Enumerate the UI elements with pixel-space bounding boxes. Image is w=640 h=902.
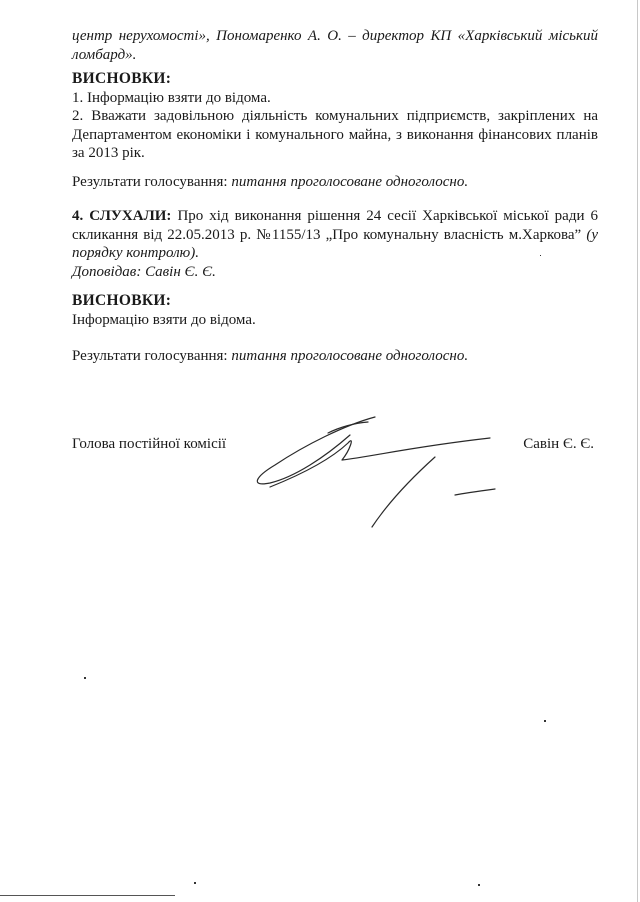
agenda-item-4 <box>72 207 598 281</box>
scan-speck <box>540 255 541 256</box>
continuation-paragraph <box>72 27 598 64</box>
item-text: Про хід виконання рішення 24 сесії Харківської міської ради 6 скликання від 22.05.2013 р. №1155/13 „Про комунальну власність м.Харкова” <box>72 208 599 243</box>
conclusion-item-2: 2. Вважати задовільною діяльність комунальних підприємств, закріплених на Департаментом економіки і комунального майна, з виконання фінансових планів за 2013 рік. <box>72 108 598 161</box>
conclusions-section-1 <box>72 70 598 163</box>
signatory-name: Савін Є. Є. <box>523 436 594 452</box>
scan-speck <box>194 882 196 884</box>
vote-value: питання проголосоване одноголосно. <box>231 348 469 364</box>
conclusions-heading: ВИСНОВКИ: <box>72 70 172 87</box>
item-note: (у порядку контролю). <box>72 226 598 261</box>
scan-edge-line <box>0 895 175 896</box>
vote-label: Результати голосування: <box>72 348 232 364</box>
scan-speck <box>84 677 86 679</box>
item-number: 4. <box>72 208 90 224</box>
handwritten-signature <box>250 405 510 535</box>
heard-label: СЛУХАЛИ: <box>89 208 172 224</box>
vote-label: Результати голосування: <box>72 174 232 190</box>
conclusions-section-2 <box>72 292 598 329</box>
continuation-text: центр нерухомості», Пономаренко А. О. – директор КП «Харківський міський ломбард». <box>72 28 598 63</box>
vote-value: питання проголосоване одноголосно. <box>231 174 469 190</box>
conclusions-heading: ВИСНОВКИ: <box>72 292 172 309</box>
vote-result-2 <box>72 347 598 366</box>
conclusion-item-1: 1. Інформацію взяти до відома. <box>72 89 271 106</box>
vote-result-1 <box>72 173 598 192</box>
scan-speck <box>544 720 546 722</box>
page-edge <box>637 0 638 902</box>
scan-speck <box>478 884 480 886</box>
conclusion-text: Інформацію взяти до відома. <box>72 311 256 328</box>
speaker-line: Доповідав: Савін Є. Є. <box>72 263 216 280</box>
signatory-title: Голова постійної комісії <box>72 436 227 452</box>
